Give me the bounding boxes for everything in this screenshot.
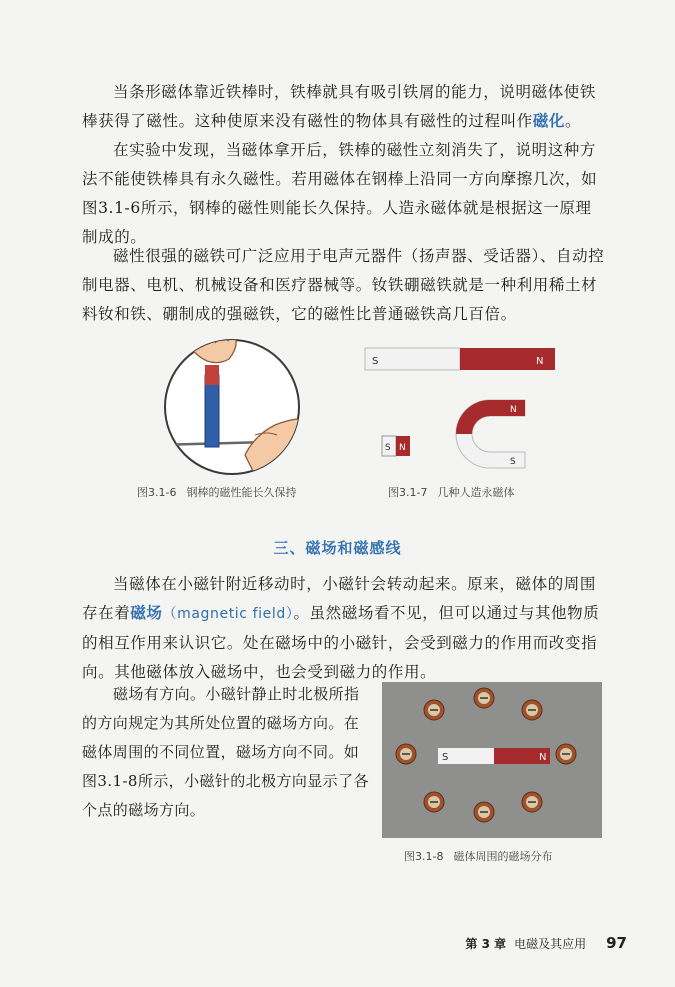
page-footer [465,934,627,952]
horseshoe-s-label: S [510,457,516,467]
bar-magnet-n-label: N [536,356,544,367]
photo-magnet-s-label: S [442,752,449,763]
figure-rubbing-steel-rod [155,335,310,475]
compass-needle [474,802,494,822]
compass-needle [522,700,542,720]
page-number: 97 [606,934,627,952]
term-magnetization: 磁化 [532,112,566,130]
block-magnet-n-label: N [399,443,406,453]
block-magnet-s-label: S [385,443,391,453]
figure-caption-3-1-8: 图3.1-8 磁体周围的磁场分布 [404,850,553,863]
term-magnetic-field: 磁场 [130,604,163,622]
photo-magnet-n-label: N [539,752,547,763]
compass-needle [522,792,542,812]
horseshoe-n-label: N [510,405,517,415]
chapter-title: 电磁及其应用 [514,937,587,951]
bar-magnet-s-label: S [372,356,379,367]
paragraph-strong-magnets: 磁性很强的磁铁可广泛应用于电声元器件（扬声器、受话器）、自动控制电器、电机、机械设备和医疗器械等。钕铁硼磁铁就是一种利用稀土材料钕和铁、硼制成的强磁铁，它的磁性比普通磁铁高几百倍。 [82,247,605,323]
compass-needle [424,792,444,812]
paragraph-field-direction: 磁场有方向。小磁针静止时北极所指的方向规定为其所处位置的磁场方向。在磁体周围的不同位置，磁场方向不同。如图3.1-8所示，小磁针的北极方向显示了各个点的磁场方向。 [82,685,369,819]
figure-caption-3-1-6: 图3.1-6 钢棒的磁性能长久保持 [137,486,297,499]
figure-caption-3-1-7: 图3.1-7 几种人造永磁体 [388,486,515,499]
chapter-number: 第 3 章 [465,937,507,951]
section-heading: 三、磁场和磁感线 [273,539,402,557]
compass-needle [556,744,576,764]
term-magnetic-field-en: （magnetic field） [162,606,294,622]
compass-needle [424,700,444,720]
paragraph-magnetic-field: 当磁体在小磁针附近移动时，小磁针会转动起来。原来，磁体的周围存在着磁场（magnetic field）。虽然磁场看不见，但可以通过与其他物质的相互作用来认识它。处在磁场中的小磁针，会受到磁力的作用而改变指向。其他磁体放入磁场中，也会受到磁力的作用。 [82,575,600,681]
paragraph-magnetization: 当条形磁体靠近铁棒时，铁棒就具有吸引铁屑的能力，说明磁体使铁棒获得了磁性。这种使原来没有磁性的物体具有磁性的过程叫作磁化。 [82,83,597,130]
figure-field-around-magnet [382,682,602,838]
figure-artificial-magnets [360,340,560,475]
paragraph-permanent-magnet: 在实验中发现，当磁体拿开后，铁棒的磁性立刻消失了，说明这种方法不能使铁棒具有永久磁性。若用磁体在钢棒上沿同一方向摩擦几次，如图3.1-6所示，钢棒的磁性则能长久保持。人造永磁体就是根据这一原理制成的。 [82,141,598,246]
compass-needle [396,744,416,764]
compass-needle [474,688,494,708]
